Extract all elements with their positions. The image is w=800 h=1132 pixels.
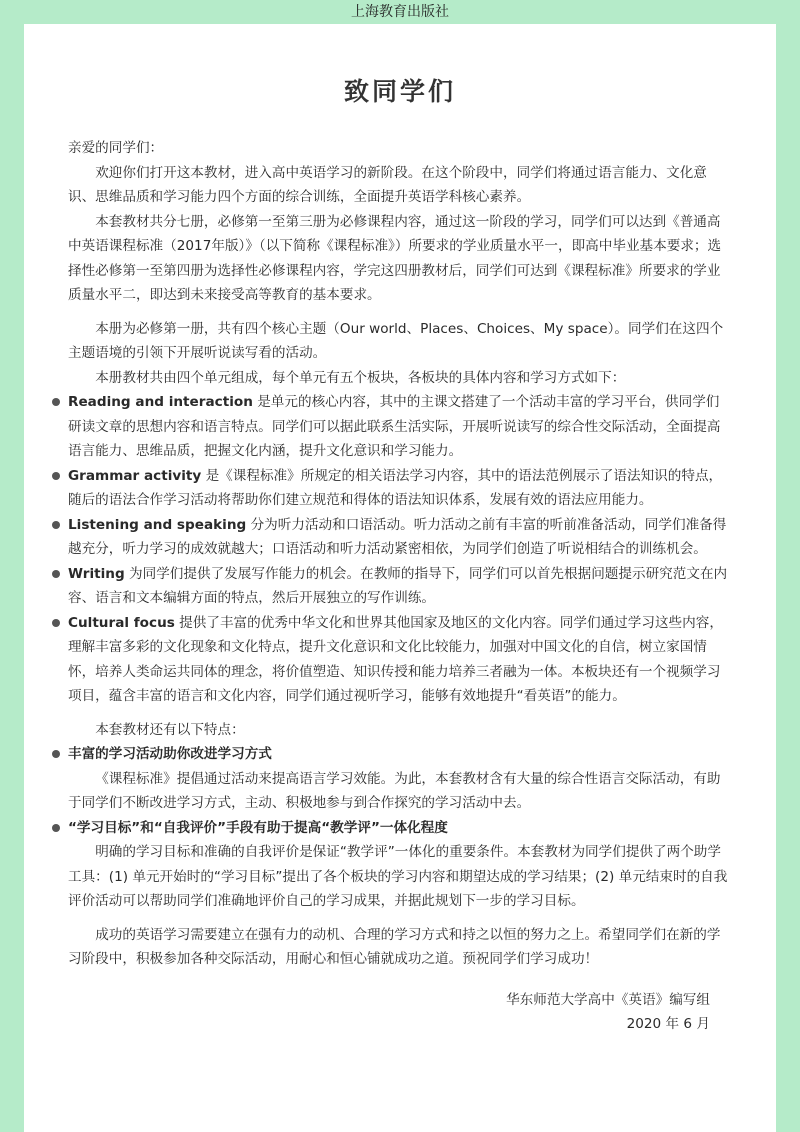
feature-text: 明确的学习目标和准确的自我评价是保证“教学评”一体化的重要条件。本套教材为同学们提供了两个助学工具：(1) 单元开始时的“学习目标”提出了各个板块的学习内容和期望达成的学习结果；(2) 单元结束时的自我评价活动可以帮助同学们准确地评价自己的学习成果，并据此规划下一步的学习目标。 <box>68 844 728 909</box>
paragraph-intro: 欢迎你们打开这本教材，进入高中英语学习的新阶段。在这个阶段中，同学们将通过语言能力、文化意识、思维品质和学习能力四个方面的综合训练，全面提升英语学科核心素养。 <box>68 164 707 205</box>
section-reading <box>68 390 728 464</box>
date: 2020 年 6 月 <box>626 1016 710 1032</box>
bullet-icon <box>52 570 60 578</box>
bullet-icon <box>52 472 60 480</box>
section-listening <box>68 513 728 562</box>
section-name: Reading and interaction <box>68 394 253 410</box>
paragraph-series: 本套教材共分七册，必修第一至第三册为必修课程内容，通过这一阶段的学习，同学们可以达到《普通高中英语课程标准（2017年版）》（以下简称《课程标准》）所要求的学业质量水平一，即高中毕业基本要求；选择性必修第一至第四册为选择性必修课程内容，学完这四册教材后，同学们可达到《课程标准》所要求的学业质量水平二，即达到未来接受高等教育的基本要求。 <box>68 213 722 303</box>
feature-heading <box>68 816 728 841</box>
section-cultural <box>68 611 728 709</box>
section-text: 是单元的核心内容，其中的主课文搭建了一个活动丰富的学习平台，供同学们研读文章的思想内容和语言特点。同学们可以据此联系生活实际，开展听说读写的综合性交际活动，全面提高语言能力、思维品质，把握文化内涵，提升文化意识和学习能力。 <box>68 394 721 459</box>
section-writing <box>68 562 728 611</box>
section-text: 提供了丰富的优秀中华文化和世界其他国家及地区的文化内容。同学们通过学习这些内容，理解丰富多彩的文化现象和文化特点，提升文化意识和文化比较能力，加强对中国文化的自信，树立家国情怀，培养人类命运共同体的理念，将价值塑造、知识传授和能力培养三者融为一体。本板块还有一个视频学习项目，蕴含丰富的语言和文化内容，同学们通过视听学习，能够有效地提升“看英语”的能力。 <box>68 614 723 704</box>
publisher-header: 上海教育出版社 <box>351 4 449 20</box>
bullet-icon <box>52 750 60 758</box>
section-grammar <box>68 464 728 513</box>
section-name: Cultural focus <box>68 614 175 631</box>
greeting: 亲爱的同学们： <box>68 140 164 156</box>
feature-heading <box>68 742 728 767</box>
feature-text: 《课程标准》提倡通过活动来提高语言学习效能。为此，本套教材含有大量的综合性语言交际活动，有助于同学们不断改进学习方式，主动、积极地参与到合作探究的学习活动中去。 <box>68 770 721 811</box>
signature: 华东师范大学高中《英语》编写组 <box>506 991 710 1008</box>
paragraph-closing: 成功的英语学习需要建立在强有力的动机、合理的学习方式和持之以恒的努力之上。希望同学们在新的学习阶段中，积极参加各种交际活动，用耐心和恒心铺就成功之道。预祝同学们学习成功！ <box>68 926 721 967</box>
feature-heading-text: 丰富的学习活动助你改进学习方式 <box>68 746 272 762</box>
section-name: Grammar activity <box>68 467 202 484</box>
page-sheet <box>24 24 776 1132</box>
bullet-icon <box>52 521 60 529</box>
paragraph-features-intro: 本套教材还有以下特点： <box>95 721 245 738</box>
page-title: 致同学们 <box>343 77 456 106</box>
section-name: Writing <box>68 565 125 582</box>
paragraph-themes: 本册为必修第一册，共有四个核心主题（Our world、Places、Choices、My space）。同学们在这四个主题语境的引领下开展听说读写看的活动。 <box>68 320 724 361</box>
bullet-icon <box>52 619 60 627</box>
section-text: 分为听力活动和口语活动。听力活动之前有丰富的听前准备活动，同学们准备得越充分，听力学习的成效就越大；口语活动和听力活动紧密相依，为同学们创造了听说相结合的训练机会。 <box>68 516 727 557</box>
letter-body <box>68 136 728 1037</box>
section-text: 是《课程标准》所规定的相关语法学习内容，其中的语法范例展示了语法知识的特点，随后的语法合作学习活动将帮助你们建立规范和得体的语法知识体系，发展有效的语法应用能力。 <box>68 467 723 508</box>
bullet-icon <box>52 824 60 832</box>
section-name: Listening and speaking <box>68 516 247 533</box>
section-text: 为同学们提供了发展写作能力的机会。在教师的指导下，同学们可以首先根据问题提示研究范文在内容、语言和文本编辑方面的特点，然后开展独立的写作训练。 <box>68 565 728 606</box>
feature-heading-text: “学习目标”和“自我评价”手段有助于提高“教学评”一体化程度 <box>68 819 448 836</box>
bullet-icon <box>52 398 60 406</box>
paragraph-units: 本册教材共由四个单元组成，每个单元有五个板块，各板块的具体内容和学习方式如下： <box>95 369 626 386</box>
